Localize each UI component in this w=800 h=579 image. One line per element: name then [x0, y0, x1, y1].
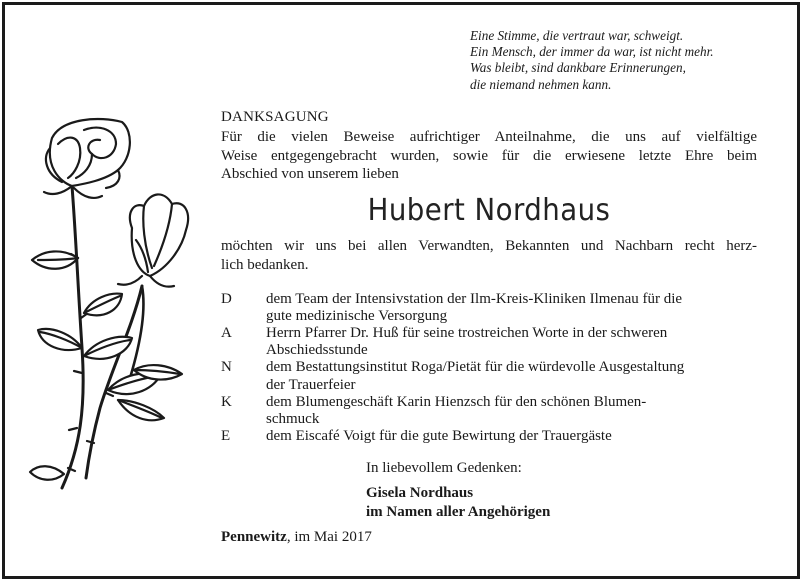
list-item-text: [266, 359, 756, 393]
list-item-line: dem Team der Intensivstation der Ilm-Kreis-Kliniken Ilmenau für die: [266, 291, 683, 307]
intro-line: Weise entgegengebracht wurden, sowie für die erwiesene letzte Ehre beim: [221, 147, 757, 164]
motto-verse: [470, 28, 714, 93]
motto-line: Ein Mensch, der immer da war, ist nicht mehr.: [470, 44, 714, 60]
thanks-paragraph: [221, 237, 757, 274]
intro-paragraph: [221, 128, 757, 184]
motto-line: die niemand nehmen kann.: [470, 76, 612, 92]
list-item-line: dem Blumengeschäft Karin Hienzsch für den schönen Blumen-: [266, 393, 647, 410]
acrostic-letter: E: [221, 427, 231, 444]
place-town: Pennewitz: [221, 529, 287, 545]
closing-phrase: In liebevollem Gedenken:: [366, 460, 522, 476]
list-item-line: Abschiedsstunde: [266, 342, 368, 359]
page-title: DANKSAGUNG: [221, 109, 329, 125]
acrostic-letter: K: [221, 393, 232, 410]
list-item-text: [266, 394, 756, 428]
list-item-text: [266, 325, 756, 359]
list-item: [221, 325, 757, 359]
list-item: [221, 291, 757, 325]
closing-block: [366, 459, 550, 522]
acrostic-letter: A: [221, 325, 232, 342]
intro-line: Abschied von unserem lieben: [221, 166, 399, 183]
list-item: [221, 394, 757, 428]
deceased-name: Hubert Nordhaus: [367, 193, 611, 228]
signer-name: Gisela Nordhaus: [366, 485, 474, 501]
acrostic-letter: D: [221, 291, 232, 307]
list-item-text: [266, 291, 756, 325]
list-item-line: der Trauerfeier: [266, 376, 356, 393]
list-item-line: schmuck: [266, 410, 320, 427]
list-item: [221, 359, 757, 393]
list-item-line: dem Bestattungsinstitut Roga/Pietät für die würdevolle Ausgestaltung: [266, 359, 685, 376]
list-item-line: Herrn Pfarrer Dr. Huß für seine trostreichen Worte in der schweren: [266, 325, 668, 342]
acrostic-letter: N: [221, 359, 232, 376]
list-item-text: [266, 428, 756, 445]
place-date-text: , im Mai 2017: [286, 529, 372, 545]
intro-line: Für die vielen Beweise aufrichtiger Anteilnahme, die uns auf vielfältige: [221, 129, 757, 145]
thanks-line: möchten wir uns bei allen Verwandten, Bekannten und Nachbarn recht herz-: [221, 238, 757, 254]
signer-family: im Namen aller Angehörigen: [366, 504, 551, 520]
list-item-line: dem Eiscafé Voigt für die gute Bewirtung der Trauergäste: [266, 427, 612, 444]
acrostic-list: [221, 291, 757, 452]
place-date: [221, 529, 372, 546]
list-item: [221, 428, 757, 452]
rose-illustration-icon: [22, 108, 202, 500]
list-item-line: gute medizinische Versorgung: [266, 308, 448, 325]
motto-line: Eine Stimme, die vertraut war, schweigt.: [470, 28, 684, 43]
thanks-line: lich bedanken.: [221, 256, 309, 273]
motto-line: Was bleibt, sind dankbare Erinnerungen,: [470, 60, 686, 76]
